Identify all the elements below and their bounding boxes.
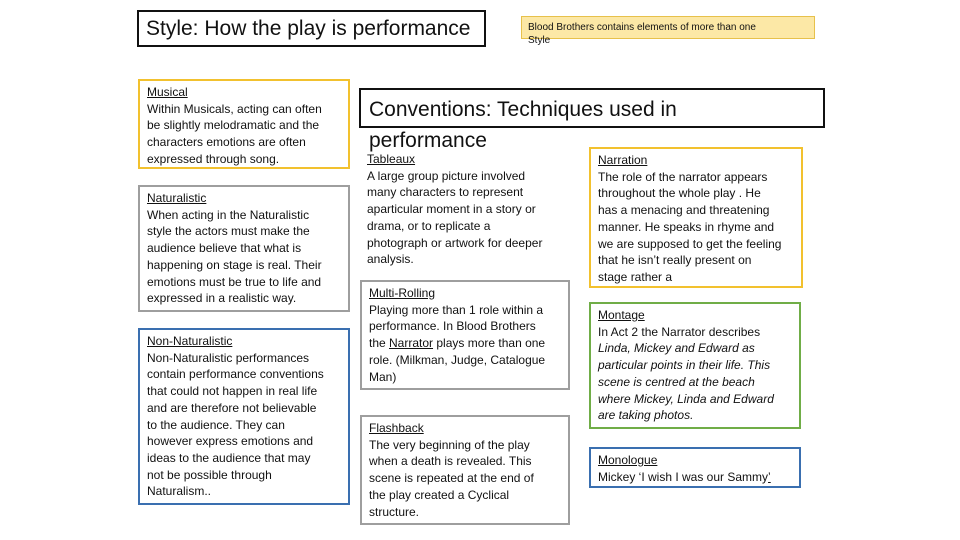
narration-card: Narration The role of the narrator appears throughout the whole play . He has a menacing and threatening manner. He speaks in rhyme and we are supposed to get the feeling that he isn’t really present on stage rather a [589,147,803,288]
narration-heading: Narration [598,153,648,167]
flashback-card: Flashback The very beginning of the play when a death is revealed. This scene is repeated at the end of the play created a Cyclical structure. [360,415,570,525]
multi-rolling-heading: Multi-Rolling [369,286,436,300]
naturalistic-card: Naturalistic When acting in the Naturalistic style the actors must make the audience believe that what is happening on stage is real. Their emotions must be true to life and expressed in a realistic way. [138,185,350,312]
montage-card: Montage In Act 2 the Narrator describes Linda, Mickey and Edward as particular points in their life. This scene is centred at the beach where Mickey, Linda and Edward are taking photos. [589,302,801,429]
non-naturalistic-heading: Non-Naturalistic [147,334,233,348]
tableaux-card: Tableaux A large group picture involved many characters to represent aparticular moment in a story or drama, or to replicate a photograph or artwork for deeper analysis. [360,149,570,272]
musical-card: Musical Within Musicals, acting can often be slightly melodramatic and the characters emotions are often expressed through song. [138,79,350,169]
conventions-title: Conventions: Techniques used in performance [359,88,825,128]
non-naturalistic-card: Non-Naturalistic Non-Naturalistic performances contain performance conventions that could not happen in real life and are therefore not believable to the audience. They can however express emotions and ideas to the audience that may not be possible through Naturalism.. [138,328,350,505]
multi-rolling-card: Multi-Rolling Playing more than 1 role within a performance. In Blood Brothers the Narrator plays more than one role. (Milkman, Judge, Catalogue Man) [360,280,570,390]
naturalistic-heading: Naturalistic [147,191,207,205]
narrator-underlined: Narrator [389,336,434,351]
musical-heading: Musical [147,85,188,99]
monologue-card: Monologue Mickey ‘I wish I was our Sammy’ [589,447,801,488]
montage-heading: Montage [598,308,645,322]
tableaux-heading: Tableaux [367,152,416,166]
style-note: Blood Brothers contains elements of more than one Style [521,16,815,39]
slide-title: Style: How the play is performance [137,10,486,47]
monologue-heading: Monologue [598,453,658,467]
flashback-heading: Flashback [369,421,424,435]
